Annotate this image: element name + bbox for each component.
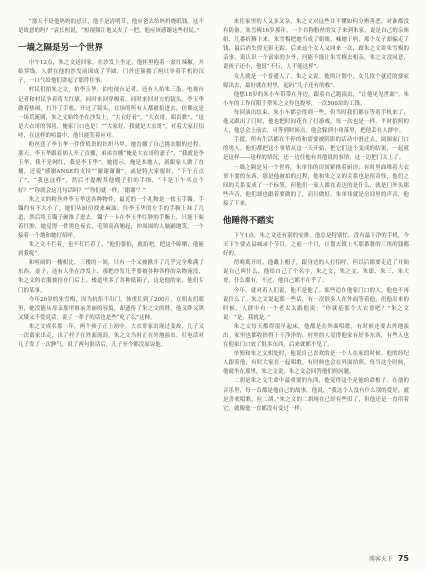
paragraph: 今年，就对着人们说，他不是他了。那些追在他家门口的人，他也不再说什么了。朱之文说起那一些话，有一次很多人在外面等着他，但他出来的时候，人群中有一个老太太跟他说：“你就是那个大衣哥吧？”朱之文说：“是，我就是。” bbox=[223, 287, 409, 321]
page-number: 75 bbox=[397, 554, 409, 563]
paragraph: 来往家里的人又多又杂，朱之文对这些并不懂如何分辨善恶，对谁都没有防备。朱雪梅16岁那年，一个自称粉丝的女子来到朱家，说是自己的亲姐姐，几番折腾下来，朱雪梅把她当成了姐姐，喊她干妈，那个女子却骗走了钱，最后消失得无影无踪。后来这个女人又回来一次，跟朱之文讲朱雪梅的亲事，说认识一个富家的少爷，问能不能让朱雪梅去相亲，朱之文没同意，说孩子还小，他说“不行，人不能这样”。 bbox=[223, 19, 409, 71]
paragraph: 朱之文不拦着，也不打拦着了，“他们要拍，就拍吧，把这个晾晒，他能到我呢”。 bbox=[18, 242, 204, 258]
paragraph: 女儿就是一个普通人了，朱之文说。他的计划中，女儿找个就近的婆家嫁出去，最好就在村里，起码“儿子还有的救”。 bbox=[223, 73, 409, 89]
right-body-bottom bbox=[223, 232, 409, 414]
paragraph: 下午1点，朱之文还有别的安排。他总是特别忙，没有最干净的手机，今天下午要去县城录个节目。之前一个月，计划去镇上买那番薯的三角的钱都好的。 bbox=[223, 232, 409, 258]
paragraph: 一墙之隔是另一个世界。朱单伟的房间紧挨着厨房，有时里面堆着大衣哥不要的东西，那是他被拍的过程，他和朱之文的关系也是很奇怪，他们之间的关系变成了一个标签，但他们一家人都在表达的是什么，就是门外头那些声音，他们却也跟着要做的了，而且做好。朱单伟就是房间里的声音，他接了下来。 bbox=[223, 164, 409, 207]
magazine-name: 博客天下 bbox=[368, 556, 393, 563]
paragraph: 傍晚离开时，他戴上帽子，跟身边的人打招呼，但以后都要走近了开始说自己叫什么，他给自己了个名字，朱之文，朱之文、朱郎、朱三、朱大哥，什么都有，不过，他自己都不在乎了。 bbox=[223, 260, 409, 285]
paragraph: 和喧闹的一楼相比，三楼的一间，只有一个又被掀开了几乎完全堆满了东西，桌子，还有人坐在沙发上，那把沙发几乎要被各种各样的杂物淹没，朱之文的衣服被挂在门后上。楼道里多了各种纸箱子，这是他的家，他们专门的某事。 bbox=[18, 260, 204, 294]
paragraph: “那天不是他妈妈的忌日，他不是清明节，他应爸去给妈妈烧纸钱。这不是故意的吗？”袁长桓说，“短视频让他又火了一把，他应该感谢这些村民。” bbox=[18, 19, 204, 35]
right-body-top bbox=[223, 18, 409, 209]
paragraph: 粉丝送了李玉华一件价值贵的针织马甲，她直播了自己挑衣服的过程。那天，李玉华跟着胡人开了直播，弟弟直播“俺是大衣哥的妻子”，“我就是李玉华，我不是网红，我是李玉华”。她提示，俺是本地人，新跟家人做了直播，还说“感谢ANSE的支持”“谢谢谢谢”，或是特大家报时，“下午五点了”，“我也这样”，然后才提醒其他嫂子们的手指，“不是下午买点个好？”“你就会这几句话吗？”“你们就一样，‘谢谢’？” bbox=[18, 142, 204, 194]
section-heading: 他睡得不踏实 bbox=[223, 215, 275, 226]
paragraph: 今年20岁的朱雪梅，因为抗拒不出门，体重长到了200斤，在朋友们眼里，她没能从母亲那里继承美丽的容貌，却遗传了朱之文的胖，他又胖又黑又矮又不爱说话，说了一辈子的话也是些“吃了么”这种。 bbox=[18, 296, 204, 321]
paragraph: 朱之文的粉丝外李玉华送各种物件，最近的一个礼物是一枚玉手镯。手镯约有不大小了，她们从厨房找来麻油，往李玉华的左手的手腕上抹了几道，然后将玉镯子硬推了进去。镯子一卡在李玉华红肿的手腕上，只能干晾着红肿，她觉得一件黑色夜衣，毛领高高翘起，冲周围的人脑踊地笑，一个接着一个地和她打招呼。 bbox=[18, 196, 204, 239]
paragraph: 二胡是朱之文生命中最重要的东西，他觉得这个是他的命根子。在他的音乐里，每一首都是他自己的故事。他说，“我这个人没有什么别的爱好，就是喜欢唱歌、拉二胡。”朱之文的二胡现在已经有些旧了，但他还是一直用着它，就像他一直都没有变过一样。 bbox=[223, 378, 409, 412]
paragraph: 朱之文成名那一年，两个孩子正上初中。大衣哥家出现过变故，儿子又一次离家出走，出了村子在外面流浪，朱之文当时正在外地演出。打电话对儿子发了一次脾气，说了两句狠话后，儿子至今都没原谅他。 bbox=[18, 323, 204, 349]
paragraph: 单独和朱之文相处时，他说自己喜欢的是一个人在家的时候。他的经纪人跟着他，有时大家在一起唱歌，有时候也会在外面拍照。每当这个时候，他就坐在那里，朱之文说，朱之文会回答他们的问题。 bbox=[223, 351, 409, 376]
paragraph: 村民们拍朱之文，拍李玉华，拍电视台记者，还有人拍朱三蛋。电视台记者和村民争着将大红旗。同时来回穿梭着，同时来回对方的镜头。李玉华做着热闹，打开了手机，开过了镜头。在场的所有人都被拍进去，仿佛这是一场荒诞剧，朱之文始终坐在沙发上，“大衣好看”，“大衣哥，唱首歌”，“这是大衣哥的邻居，俺家门口也是！”“大家好，我就是大衣哥”，对着大家打招呼，在这样的喧嚣中，他只能笑着应对。 bbox=[18, 87, 204, 139]
paragraph: 每回演出结束，朱小车都会得到一些，但当时我们都在等着手机来了，他又跟出了门时，他也把时间花在了打游戏。每一次也是一样，平时拍照的人，他总会上前去，可等到时间点，他会躲到小角落里，把他丢在人群中。 bbox=[223, 109, 409, 135]
paragraph: 他想18岁的朱小车带带在身边，跟着自己跑演出，“让他见见世面”。朱小车的工作仅限于帮朱之文拎包提琴，一次500块的工钱。 bbox=[223, 91, 409, 107]
page-footer bbox=[369, 554, 409, 563]
left-body bbox=[18, 59, 204, 350]
left-column bbox=[18, 18, 204, 553]
paragraph: 朱之文每天都得很早起床，他都是在外面唱歌，有时候还要去外地演出。家里也都收拾得干干净净的，村里的人觉得他家有好多东西，有些人也在他家门口放了很多东西，后来就都不见了。 bbox=[223, 323, 409, 349]
article-page bbox=[18, 18, 409, 553]
intro-block bbox=[18, 18, 204, 36]
right-column bbox=[223, 18, 409, 553]
paragraph: 中午12点，朱之文送回家，在沙发上坐定。他怀里抱着一盆红辣椒，开始穿线。人群在他的沙发前围成了半圆，门外还簇拥了两只举着手机的汉子，一口气给他们讲起了那件往事。 bbox=[18, 60, 204, 85]
section-heading: 一墙之隔是另一个世界 bbox=[18, 43, 104, 54]
paragraph: 手提，所有生活都在不停的和需要被阴影的活动中滑过去，阅图家门口的男人。他们都把这个事情从这一天开始，把它们这个变成的结果，一起就是这样——这样的情况，还一边往他有其他说的事情，这一边把门关上了。 bbox=[223, 137, 409, 162]
